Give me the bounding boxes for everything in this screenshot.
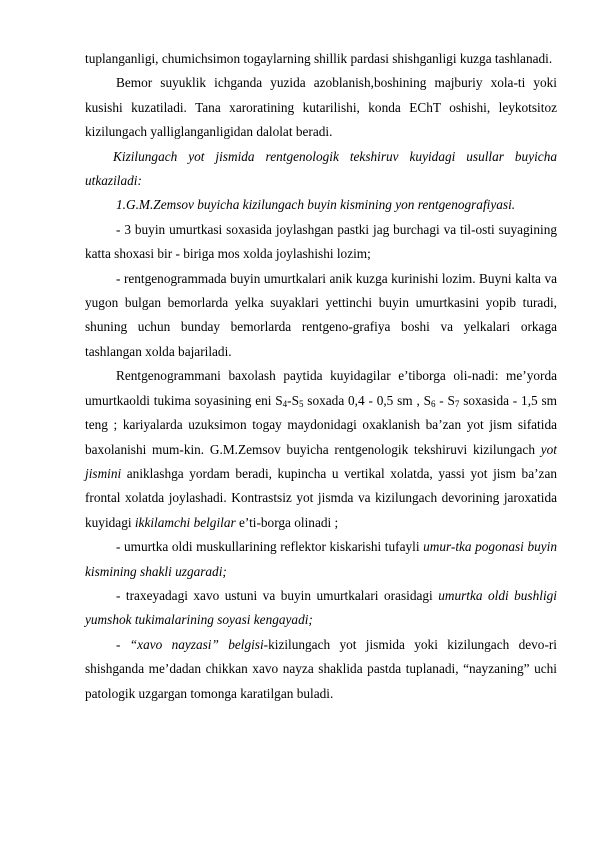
p9-text-a: - traxeyadagi xavo ustuni va buyin umurtkalari orasidagi xyxy=(116,587,439,603)
paragraph-4-italic: 1.G.M.Zemsov buyicha kizilungach buyin kismining yon rentgenografiyasi. xyxy=(116,197,516,213)
paragraph-8 xyxy=(85,535,557,584)
paragraph-5: - 3 buyin umurtkasi soxasida joylashgan pastki jag burchagi va til-osti suyagining katta shoxasi bir - biriga mos xolda joylashishi lozim; xyxy=(85,221,557,262)
p10-text-a: - xyxy=(116,636,130,652)
paragraph-6: - rentgenogrammada buyin umurtkalari anik kuzga kurinishi lozim. Buyni kalta va yugon bulgan bemorlarda yelka suyaklari yettinchi buyin umurtkasini yopib turadi, shuning uchun bunday bemorlarda rentgeno-grafiya boshi va yelkalari orkaga tashlangan xolda bajariladi. xyxy=(85,270,557,359)
p7-text-b: -S xyxy=(287,392,299,408)
document-page xyxy=(85,47,557,706)
p9-italic: umurtka oldi bushligi yumshok tukimalarining soyasi kengayadi; xyxy=(85,587,557,628)
paragraph-9 xyxy=(85,584,557,633)
p10-text-b: -kizilungach yot jismida yoki kizilungach devo-ri shishganda me’dadan chikkan xavo nayza shaklida pastda tuplanadi, “nayzaning” uchi patologik uzgargan tomonga karatilgan buladi. xyxy=(85,636,557,701)
p7-text-c: soxada 0,4 - 0,5 sm , S xyxy=(303,392,431,408)
p7-text-g: e’ti-borga olinadi ; xyxy=(235,514,339,530)
p7-italic-1: yot jismini xyxy=(85,441,557,481)
p7-text-a: Rentgenogrammani baxolash paytida kuyidagilar e’tiborga oli-nadi: me’yorda umurtkaoldi tukima soyasining eni S xyxy=(85,368,557,408)
p8-text-a: - umurtka oldi muskullarining reflektor kiskarishi tufayli xyxy=(116,539,424,555)
paragraph-7 xyxy=(85,364,557,535)
p7-subscript-4: 4 xyxy=(282,398,288,409)
p10-italic: “xavo nayzasi” belgisi xyxy=(129,636,264,652)
p7-subscript-7: 7 xyxy=(454,398,460,409)
p7-subscript-5: 5 xyxy=(299,398,304,409)
p8-italic: umur-tka pogonasi buyin kismining shakli uzgaradi; xyxy=(85,539,557,579)
paragraph-2: Bemor suyuklik ichganda yuzida azoblanish,boshining majburiy xola-ti yoki kusishi kuzatiladi. Tana xaroratining kutarilishi, konda EChT oshishi, leykotsitoz kizilungach yalliglanganligidan dalolat beradi. xyxy=(85,75,557,140)
p7-text-e: soxasida - 1,5 sm teng ; kariyalarda uzuksimon togay maydonidagi oxaklanish ba’zan yot jism sifatida baxolanishi mum-kin. G.M.Zemsov buyicha rentgenologik tekshiruvi kizilungach xyxy=(85,392,557,457)
p7-subscript-6: 6 xyxy=(430,398,436,409)
paragraph-3-italic: Kizilungach yot jismida rentgenologik tekshiruv kuyidagi usullar buyicha utkaziladi: xyxy=(85,148,557,189)
p7-text-d: - S xyxy=(435,392,455,408)
paragraph-1: tuplanganligi, chumichsimon togaylarning shillik pardasi shishganligi kuzga tashlanadi. xyxy=(85,51,553,66)
p7-text-f: aniklashga yordam beradi, kupincha u vertikal xolatda, yassi yot jism ba’zan frontal xolatda joylashadi. Kontrastsiz yot jismda va kizilungach devorining jaroxatida kuyidagi xyxy=(85,465,557,530)
p7-italic-2: ikkilamchi belgilar xyxy=(134,514,236,530)
paragraph-10 xyxy=(85,633,557,706)
